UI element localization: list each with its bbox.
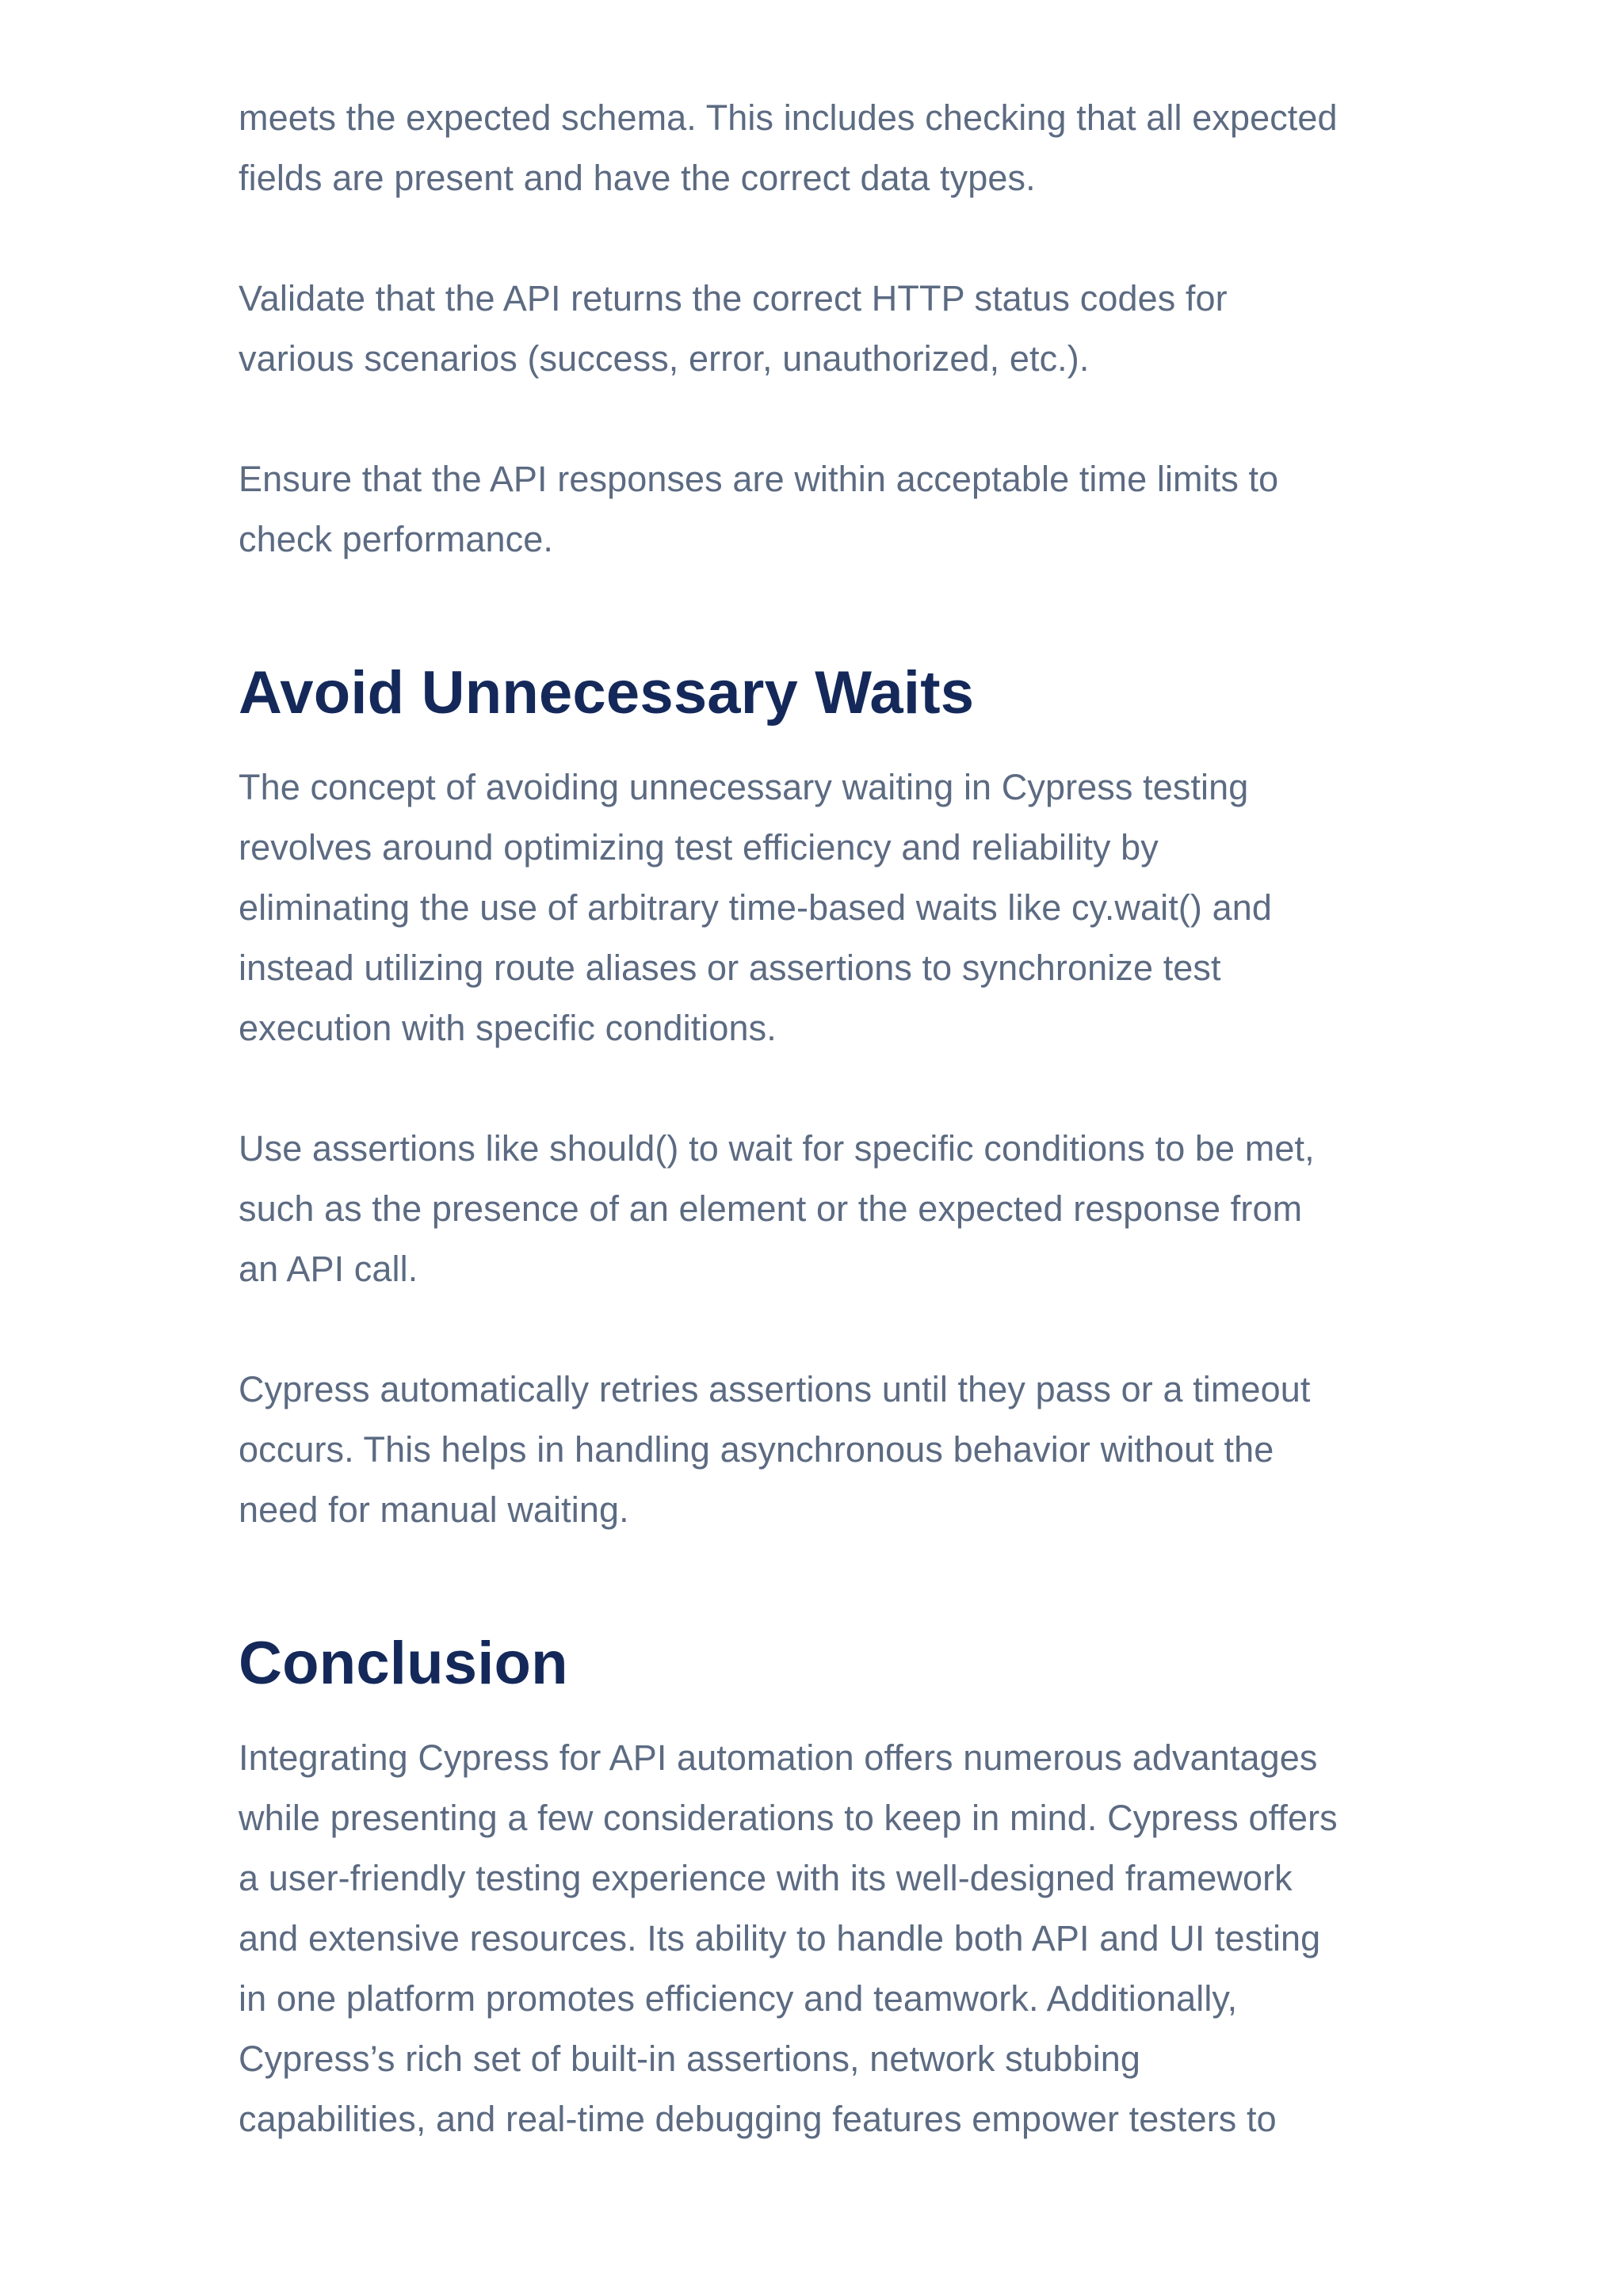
text-line: Integrating Cypress for API automation offers numerous advantages — [239, 1737, 1318, 1778]
paragraph-automatic-retries — [239, 1360, 1443, 1540]
paragraph-conclusion — [239, 1728, 1443, 2149]
text-line: eliminating the use of arbitrary time-based waits like cy.wait() and — [239, 887, 1272, 928]
text-line: a user-friendly testing experience with its well-designed framework — [239, 1858, 1293, 1898]
text-line: need for manual waiting. — [239, 1489, 629, 1530]
paragraph-performance — [239, 449, 1443, 570]
text-line: check performance. — [239, 519, 553, 559]
text-line: various scenarios (success, error, unauthorized, etc.). — [239, 338, 1090, 379]
paragraph-should-assertions — [239, 1119, 1443, 1299]
text-line: such as the presence of an element or the expected response from — [239, 1188, 1303, 1229]
text-line: instead utilizing route aliases or assertions to synchronize test — [239, 948, 1221, 988]
text-line: Validate that the API returns the correct HTTP status codes for — [239, 278, 1228, 318]
intro-section — [239, 88, 1443, 570]
text-line: The concept of avoiding unnecessary waiting in Cypress testing — [239, 767, 1249, 807]
text-line: Cypress automatically retries assertions until they pass or a timeout — [239, 1369, 1311, 1409]
section-heading-avoid-waits: Avoid Unnecessary Waits — [239, 659, 975, 727]
text-line: and extensive resources. Its ability to handle both API and UI testing — [239, 1918, 1321, 1958]
article-content — [239, 88, 1443, 2149]
section-heading-conclusion: Conclusion — [239, 1630, 568, 1697]
text-line: an API call. — [239, 1249, 418, 1289]
text-line: Cypress’s rich set of built-in assertions, network stubbing — [239, 2039, 1141, 2079]
text-line: in one platform promotes efficiency and teamwork. Additionally, — [239, 1978, 1238, 2019]
text-line: revolves around optimizing test efficiency and reliability by — [239, 827, 1159, 868]
conclusion-section — [239, 1624, 1443, 2149]
text-line: meets the expected schema. This includes checking that all expected — [239, 97, 1338, 138]
text-line: occurs. This helps in handling asynchronous behavior without the — [239, 1429, 1274, 1470]
text-line: execution with specific conditions. — [239, 1008, 777, 1048]
paragraph-status-codes — [239, 269, 1443, 389]
paragraph-avoid-waits-concept — [239, 757, 1443, 1058]
text-line: capabilities, and real-time debugging features empower testers to — [239, 2099, 1277, 2139]
text-line: fields are present and have the correct data types. — [239, 158, 1036, 198]
text-line: Use assertions like should() to wait for specific conditions to be met, — [239, 1128, 1315, 1169]
paragraph-schema-check — [239, 88, 1443, 208]
text-line: Ensure that the API responses are within acceptable time limits to — [239, 459, 1279, 499]
text-line: while presenting a few considerations to keep in mind. Cypress offers — [239, 1798, 1338, 1838]
avoid-waits-section — [239, 654, 1443, 1540]
